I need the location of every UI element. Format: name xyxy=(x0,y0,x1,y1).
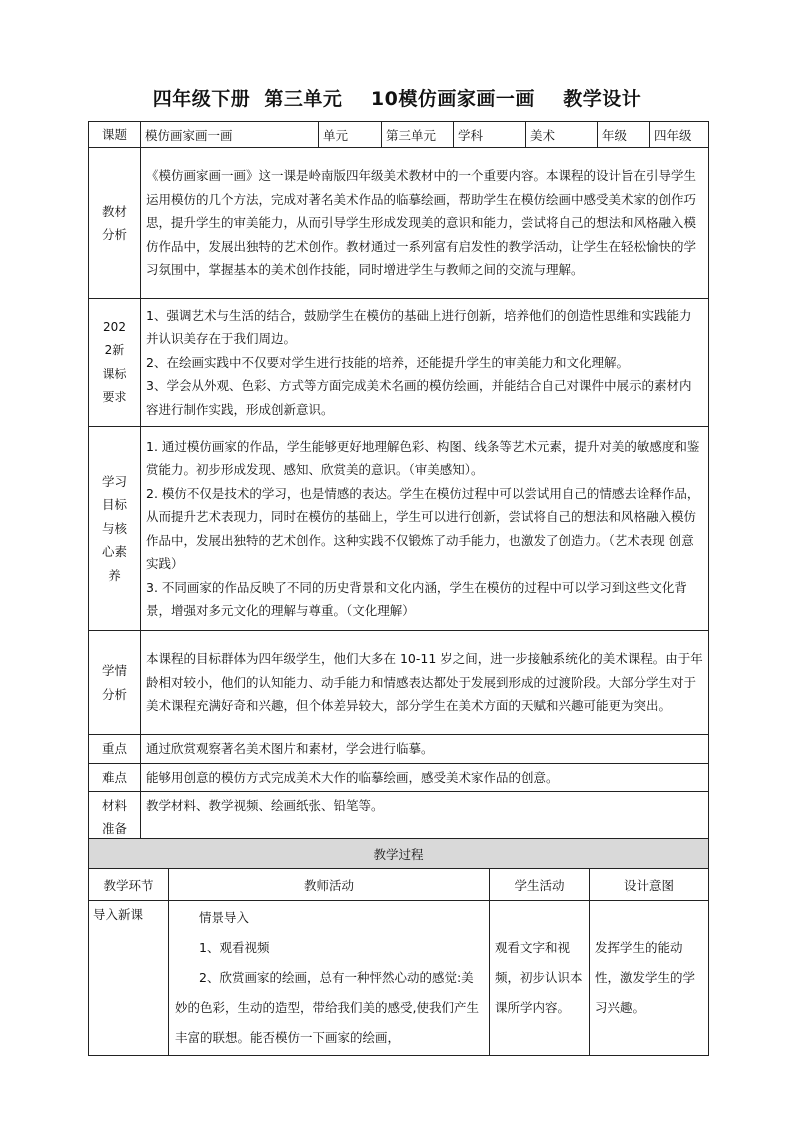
section-label: 教材分析 xyxy=(89,148,141,299)
section-row xyxy=(89,148,709,299)
section-content xyxy=(141,299,709,427)
design-intent-cell: 发挥学生的能动性，激发学生的学习兴趣。 xyxy=(590,901,709,1056)
section-content: 通过欣赏观察著名美术图片和素材，学会进行临摹。 xyxy=(141,735,709,764)
teacher-activity-item: 情景导入 xyxy=(199,910,250,925)
paragraph: 1. 通过模仿画家的作品，学生能够更好地理解色彩、构图、线条等艺术元素，提升对美的敏感度和鉴赏能力。初步形成发现、感知、欣赏美的意识。（审美感知）。 xyxy=(146,438,700,477)
unit-value: 第三单元 xyxy=(382,122,454,148)
paragraph: 2. 模仿不仅是技术的学习，也是情感的表达。学生在模仿过程中可以尝试用自己的情感去诠释作品，从而提升艺术表现力，同时在模仿的基础上，学生可以进行创新，尝试将自己的想法和风格融入模仿作品中，发展出独特的艺术创作。这种实践不仅锻炼了动手能力，也激发了创造力。（艺术表现 创意实践） xyxy=(146,485,700,571)
teacher-activity-item: 2、欣赏画家的绘画，总有一种怦然心动的感觉:美妙的色彩，生动的造型，带给我们美的感受,使我们产生丰富的联想。能否模仿一下画家的绘画， xyxy=(175,970,479,1045)
student-activity-cell: 观看文字和视频，初步认识本课所学内容。 xyxy=(490,901,590,1056)
subject-value: 美术 xyxy=(526,122,598,148)
section-label: 材料准备 xyxy=(89,792,141,843)
section-content: 能够用创意的模仿方式完成美术大作的临摹绘画，感受美术家作品的创意。 xyxy=(141,763,709,792)
column-header: 设计意图 xyxy=(590,869,709,901)
paragraph: 2、在绘画实践中不仅要对学生进行技能的培养，还能提升学生的审美能力和文化理解。 xyxy=(146,354,629,370)
grade-value: 四年级 xyxy=(650,122,709,148)
topic-value: 模仿画家画一画 xyxy=(141,122,319,148)
info-row xyxy=(89,122,709,148)
teacher-activity-cell xyxy=(169,901,490,1056)
section-row xyxy=(89,631,709,735)
column-header: 教学环节 xyxy=(89,869,169,901)
paragraph: 3. 不同画家的作品反映了不同的历史背景和文化内涵，学生在模仿的过程中可以学习到这些文化背景，增强对多元文化的理解与尊重。（文化理解） xyxy=(146,579,687,618)
section-row xyxy=(89,763,709,792)
grade-label: 年级 xyxy=(598,122,650,148)
section-label: 难点 xyxy=(89,763,141,792)
section-content: 教学材料、教学视频、绘画纸张、铅笔等。 xyxy=(141,792,709,843)
section-content xyxy=(141,427,709,631)
section-label: 学习目标与核心素养 xyxy=(89,427,141,631)
paragraph: 3、学会从外观、色彩、方式等方面完成美术名画的模仿绘画，并能结合自己对课件中展示的素材内容进行制作实践，形成创新意识。 xyxy=(146,378,692,417)
section-label: 学情分析 xyxy=(89,631,141,735)
section-row xyxy=(89,735,709,764)
section-label: 重点 xyxy=(89,735,141,764)
section-content: 《模仿画家画一画》这一课是岭南版四年级美术教材中的一个重要内容。本课程的设计旨在引导学生运用模仿的几个方法，完成对著名美术作品的临摹绘画，帮助学生在模仿绘画中感受美术家的创作巧思，提升学生的审美能力，从而引导学生形成发现美的意识和能力，尝试将自己的想法和风格融入模仿作品中，发展出独特的艺术创作。教材通过一系列富有启发性的教学活动，让学生在轻松愉快的学习氛围中，掌握基本的美术创作技能，同时增进学生与教师之间的交流与理解。 xyxy=(141,148,709,299)
unit-label: 单元 xyxy=(319,122,382,148)
subject-label: 学科 xyxy=(454,122,526,148)
process-row xyxy=(89,901,709,1056)
column-header: 教师活动 xyxy=(169,869,490,901)
section-row xyxy=(89,299,709,427)
teaching-process-table xyxy=(88,838,709,1056)
topic-label: 课题 xyxy=(89,122,141,148)
teacher-activity-item: 1、观看视频 xyxy=(199,940,270,955)
lesson-info-table xyxy=(88,121,709,843)
stage-cell: 导入新课 xyxy=(89,901,169,1056)
process-header: 教学过程 xyxy=(89,839,709,869)
section-row xyxy=(89,427,709,631)
section-content: 本课程的目标群体为四年级学生，他们大多在 10-11 岁之间，进一步接触系统化的美术课程。由于年龄相对较小，他们的认知能力、动手能力和情感表达都处于发展到形成的过渡阶段。大部分学生对于美术课程充满好奇和兴趣，但个体差异较大，部分学生在美术方面的天赋和兴趣可能更为突出。 xyxy=(141,631,709,735)
document-title: 四年级下册 第三单元 10模仿画家画一画 教学设计 xyxy=(152,88,642,110)
paragraph: 1、强调艺术与生活的结合，鼓励学生在模仿的基础上进行创新，培养他们的创造性思维和实践能力并认识美存在于我们周边。 xyxy=(146,307,692,347)
section-label: 2022新课标要求 xyxy=(89,299,141,427)
column-header: 学生活动 xyxy=(490,869,590,901)
section-row xyxy=(89,792,709,843)
process-column-headers xyxy=(89,869,709,901)
